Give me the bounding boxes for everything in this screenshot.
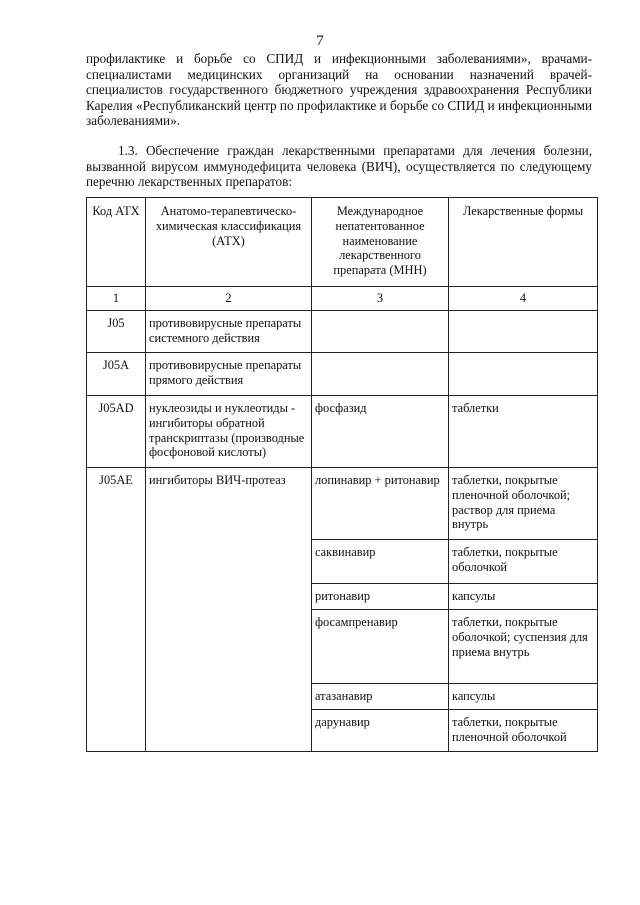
table-row (87, 311, 598, 353)
dosage-form-cell: таблетки (449, 396, 598, 468)
inn-cell (312, 311, 449, 353)
atc-code-cell: J05A (87, 353, 146, 396)
table-row (87, 468, 598, 540)
column-number: 2 (146, 287, 312, 311)
column-number: 3 (312, 287, 449, 311)
inn-cell: атазанавир (312, 684, 449, 710)
dosage-form-cell (449, 353, 598, 396)
inn-cell: ритонавир (312, 584, 449, 610)
dosage-form-cell: таблетки, покрытые оболочкой (449, 540, 598, 584)
dosage-form-cell: таблетки, покрытые оболочкой; суспензия для приема внутрь (449, 610, 598, 684)
column-number: 4 (449, 287, 598, 311)
header-dosage-forms: Лекарственные формы (449, 198, 598, 287)
inn-cell: лопинавир + ритонавир (312, 468, 449, 540)
classification-cell: противовирусные препараты прямого действия (146, 353, 312, 396)
inn-cell (312, 353, 449, 396)
header-atc-code: Код АТХ (87, 198, 146, 287)
classification-cell: противовирусные препараты системного действия (146, 311, 312, 353)
atc-code-cell: J05 (87, 311, 146, 353)
classification-cell: нуклеозиды и нуклеотиды - ингибиторы обратной транскриптазы (производные фосфоновой кислоты) (146, 396, 312, 468)
dosage-form-cell: таблетки, покрытые пленочной оболочкой (449, 710, 598, 752)
drug-list-table (86, 197, 598, 752)
dosage-form-cell: таблетки, покрытые пленочной оболочкой; раствор для приема внутрь (449, 468, 598, 540)
header-atc-classification: Анатомо-терапевтическо-химическая классификация (АТХ) (146, 198, 312, 287)
dosage-form-cell (449, 311, 598, 353)
dosage-form-cell: капсулы (449, 684, 598, 710)
column-number-row (87, 287, 598, 311)
atc-code-cell: J05AE (87, 468, 146, 752)
classification-cell: ингибиторы ВИЧ-протеаз (146, 468, 312, 752)
paragraph-1-3: 1.3. Обеспечение граждан лекарственными препаратами для лечения болезни, вызванной вирусом иммунодефицита человека (ВИЧ), осуществляется по следующему перечню лекарственных препаратов: (86, 143, 592, 190)
table-row (87, 396, 598, 468)
paragraph-continuation: профилактике и борьбе со СПИД и инфекционными заболеваниями», врачами-специалистами медицинских организаций на основании назначений врачей-специалистов государственного бюджетного учреждения здравоохранения Республики Карелия «Республиканский центр по профилактике и борьбе со СПИД и инфекционными заболеваниями». (86, 51, 592, 129)
page-number: 7 (316, 33, 324, 49)
inn-cell: фосфазид (312, 396, 449, 468)
dosage-form-cell: капсулы (449, 584, 598, 610)
atc-code-cell: J05AD (87, 396, 146, 468)
inn-cell: фосампренавир (312, 610, 449, 684)
inn-cell: дарунавир (312, 710, 449, 752)
column-number: 1 (87, 287, 146, 311)
inn-cell: саквинавир (312, 540, 449, 584)
table-row (87, 353, 598, 396)
header-inn: Международное непатентованное наименование лекарственного препарата (МНН) (312, 198, 449, 287)
table-header-row (87, 198, 598, 287)
